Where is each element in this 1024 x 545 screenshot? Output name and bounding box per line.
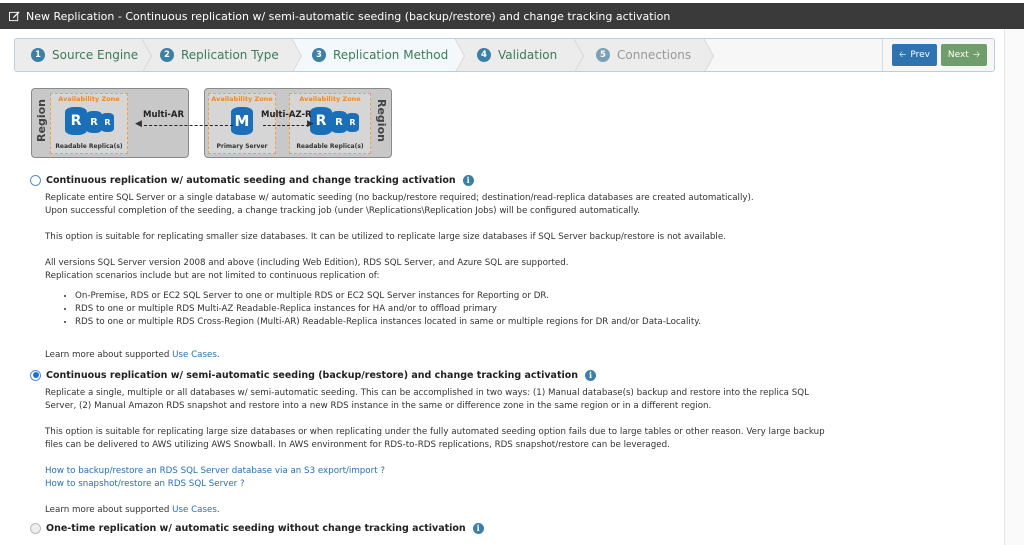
wizard-step-connections [574,39,704,71]
info-icon[interactable]: i [585,370,596,381]
wizard-step-source-engine[interactable] [15,39,142,71]
step-label: Replication Type [181,48,279,62]
database-icon: R [346,113,359,132]
radio-one-time-replication[interactable] [30,523,41,534]
step-number-badge: 5 [596,48,610,62]
info-icon[interactable]: i [463,175,474,186]
radio-semi-automatic-seeding[interactable] [30,370,41,381]
option-title: Continuous replication w/ semi-automatic seeding (backup/restore) and change tracking activation [46,369,579,381]
region-label: Region [375,99,388,142]
option-semi-automatic-seeding[interactable] [30,367,990,383]
vertical-scrollbar[interactable] [1004,29,1024,545]
region-label: Region [35,99,48,142]
replication-topology-diagram [31,88,391,158]
step-number-badge: 2 [160,48,174,62]
multi-ar-label: Multi-AR [143,110,185,120]
step-number-badge: 3 [312,48,326,62]
option-description: Replicate a single, multiple or all databases w/ semi-automatic seeding. This can be accomplished in two ways: (1) Manual database(s) backup and restore into the replica SQL Server, (2) Manual Amazon RDS snapshot and restore into a new RDS instance in the same or difference zone in the same region or in a different region. This option is suitable for replicating large size databases or when replicating under the fully automated seeding option fails due to large tables or other reason. Very large backup files can be delivered to AWS utilizing AWS Snowball. In AWS environment for RDS-to-RDS replications, RDS snapshot/restore can be leveraged. How to backup/restore an RDS SQL Server database via an S3 export/import ? How to snapshot/restore an RDS SQL Server ? Learn more about supported Use Cases. [30,387,990,517]
arrow-head-icon: ◀ [135,119,142,129]
use-cases-link[interactable]: Use Cases [172,350,217,360]
left-region-box [31,88,189,158]
step-label: Validation [498,48,558,62]
database-icon: R [331,111,347,133]
multi-ar-arrow [139,125,233,126]
radio-automatic-seeding[interactable] [30,175,41,186]
step-label: Connections [617,48,692,62]
step-number-badge: 4 [477,48,491,62]
scenario-list [45,290,990,329]
option-automatic-seeding[interactable] [30,172,990,188]
availability-zone-box: Availability Zone R R R Readable Replica(s) [289,93,371,154]
wizard-step-replication-type[interactable] [142,39,292,71]
database-icon: R [310,107,332,135]
wizard-steps-bar [14,38,995,72]
info-icon[interactable]: i [473,523,484,534]
wizard-step-replication-method[interactable] [292,39,455,71]
database-icon: R [65,107,87,135]
availability-zone-box: Availability Zone R R R Readable Replica(s) [50,93,128,154]
arrow-left-icon: 🡠 [899,50,907,60]
multi-az-r-arrow [263,125,309,126]
wizard-step-validation[interactable] [455,39,574,71]
option-one-time-replication[interactable] [30,520,990,536]
multi-az-r-label: Multi-AZ-R [261,110,312,120]
backup-restore-s3-link[interactable]: How to backup/restore an RDS SQL Server database via an S3 export/import ? [45,466,385,476]
use-cases-link[interactable]: Use Cases [172,505,217,515]
next-button[interactable]: Next 🡢 [941,44,987,66]
replication-wizard-page [2,29,1004,545]
availability-zone-box: Availability Zone M Primary Server [208,93,276,154]
step-label: Replication Method [333,48,449,62]
window-titlebar [0,3,1024,29]
database-icon: R [101,113,114,132]
list-item: • On-Premise, RDS or EC2 SQL Server to one or multiple RDS or EC2 SQL Server instances for Reporting or DR. [75,290,990,303]
edit-icon [9,11,20,22]
wizard-nav-buttons [882,39,994,71]
step-label: Source Engine [52,48,139,62]
window-title: New Replication - Continuous replication w/ semi-automatic seeding (backup/restore) and change tracking activation [26,9,671,23]
database-icon: R [86,111,102,133]
arrow-head-icon: ▶ [307,119,314,129]
arrow-right-icon: 🡢 [972,50,981,60]
option-title: Continuous replication w/ automatic seeding and change tracking activation [46,174,456,186]
option-description: Replicate entire SQL Server or a single database w/ automatic seeding (no backup/restore required; destination/read-replica databases are created automatically). Upon successful completion of the seeding, a change tracking job (under \Replications\Replication Jobs) will be configured automatically. This option is suitable for replicating smaller size databases. It can be utilized to replicate large size databases if SQL Server backup/restore is not available. All versions SQL Server version 2008 and above (including Web Edition), RDS SQL Server, and Azure SQL are supported. Replication scenarios include but are not limited to continuous replication of: • On-Premise, RDS or EC2 SQL Server to one or multiple RDS or EC2 SQL Server instances for Reporting or DR. • RDS to one or multiple RDS Multi-AZ Readable-Replica instances for HA and/or to offload primary • RDS to one or multiple RDS Cross-Region (Multi-AR) Readable-Replica instances located in same or multiple regions for DR and/or Data-Locality. Learn more about supported Use Cases. [30,192,990,362]
database-icon: M [231,107,253,135]
replication-method-options [30,172,990,536]
right-region-box [204,88,392,158]
list-item: • RDS to one or multiple RDS Cross-Region (Multi-AR) Readable-Replica instances located in same or multiple regions for DR and/or Data-Locality. [75,316,990,329]
prev-button[interactable]: 🡠 Prev [892,44,937,66]
option-title: One-time replication w/ automatic seeding without change tracking activation [46,522,466,534]
step-number-badge: 1 [31,48,45,62]
list-item: • RDS to one or multiple RDS Multi-AZ Readable-Replica instances for HA and/or to offload primary [75,303,990,316]
snapshot-restore-link[interactable]: How to snapshot/restore an RDS SQL Server ? [45,479,245,489]
